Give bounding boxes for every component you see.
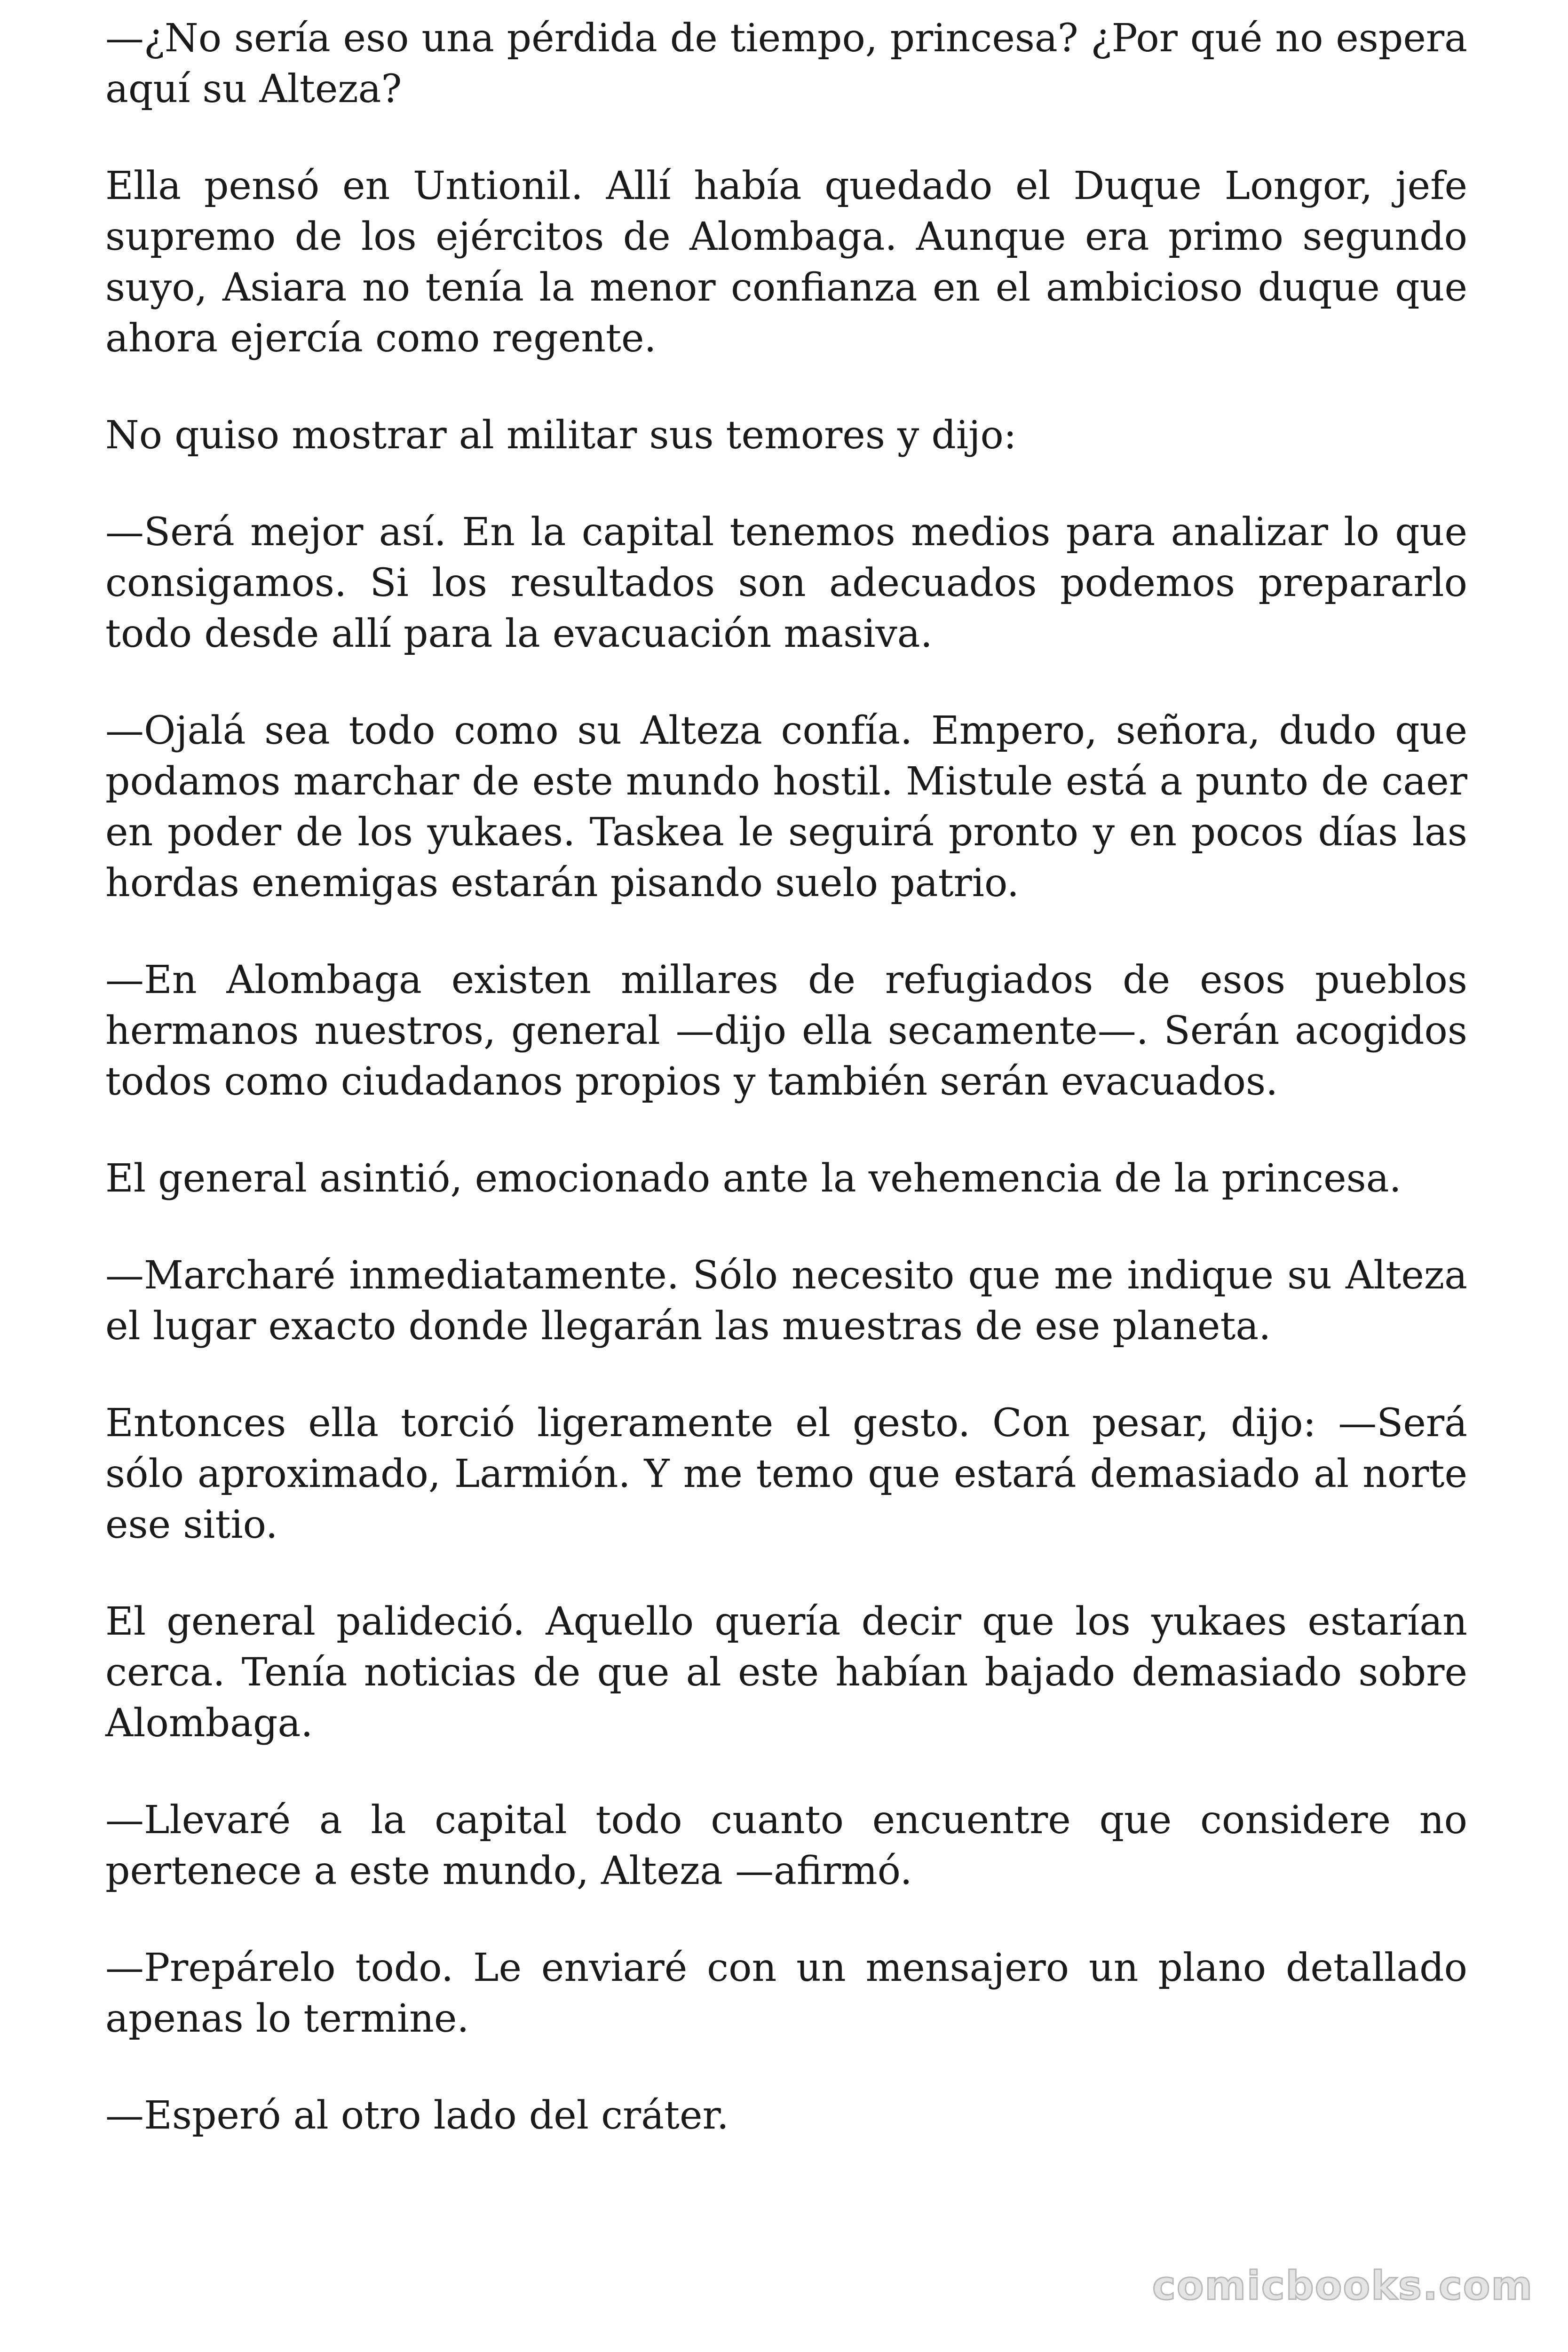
text-column <box>105 13 1467 2187</box>
paragraph: —Será mejor así. En la capital tenemos medios para analizar lo que consigamos. Si los resultados son adecuados podemos prepararlo todo desde allí para la evacuación masiva. <box>105 510 1467 656</box>
watermark: comicbooks.com <box>1152 2263 1533 2309</box>
paragraph: Ella pensó en Untionil. Allí había quedado el Duque Longor, jefe supremo de los ejércitos de Alombaga. Aunque era primo segundo suyo, Asiara no tenía la menor confianza en el ambicioso duque que ahora ejercía como regente. <box>105 164 1467 361</box>
paragraph: —¿No sería eso una pérdida de tiempo, princesa? ¿Por qué no espera aquí su Alteza? <box>105 16 1467 111</box>
paragraph: —Prepárelo todo. Le enviaré con un mensajero un plano detallado apenas lo termine. <box>105 1946 1467 2041</box>
paragraph: —Marcharé inmediatamente. Sólo necesito que me indique su Alteza el lugar exacto donde llegarán las muestras de ese planeta. <box>105 1253 1467 1349</box>
paragraph: No quiso mostrar al militar sus temores y dijo: <box>105 413 1017 458</box>
paragraph: El general palideció. Aquello quería decir que los yukaes estarían cerca. Tenía noticias de que al este habían bajado demasiado sobre Alombaga. <box>105 1599 1467 1746</box>
paragraph: —Ojalá sea todo como su Alteza confía. Empero, señora, dudo que podamos marchar de este mundo hostil. Mistule está a punto de caer en poder de los yukaes. Taskea le seguirá pronto y en pocos días las hordas enemigas estarán pisando suelo patrio. <box>105 708 1467 906</box>
paragraph: El general asintió, emocionado ante la vehemencia de la princesa. <box>105 1156 1402 1201</box>
paragraph: —En Alombaga existen millares de refugiados de esos pueblos hermanos nuestros, general —dijo ella secamente—. Serán acogidos todos como ciudadanos propios y también serán evacuados. <box>105 958 1467 1104</box>
paragraph: —Llevaré a la capital todo cuanto encuentre que considere no pertenece a este mundo, Alteza —afirmó. <box>105 1798 1467 1893</box>
paragraph: Entonces ella torció ligeramente el gesto. Con pesar, dijo: —Será sólo aproximado, Larmión. Y me temo que estará demasiado al norte ese sitio. <box>105 1401 1467 1547</box>
paragraph: —Esperó al otro lado del cráter. <box>105 2093 729 2138</box>
